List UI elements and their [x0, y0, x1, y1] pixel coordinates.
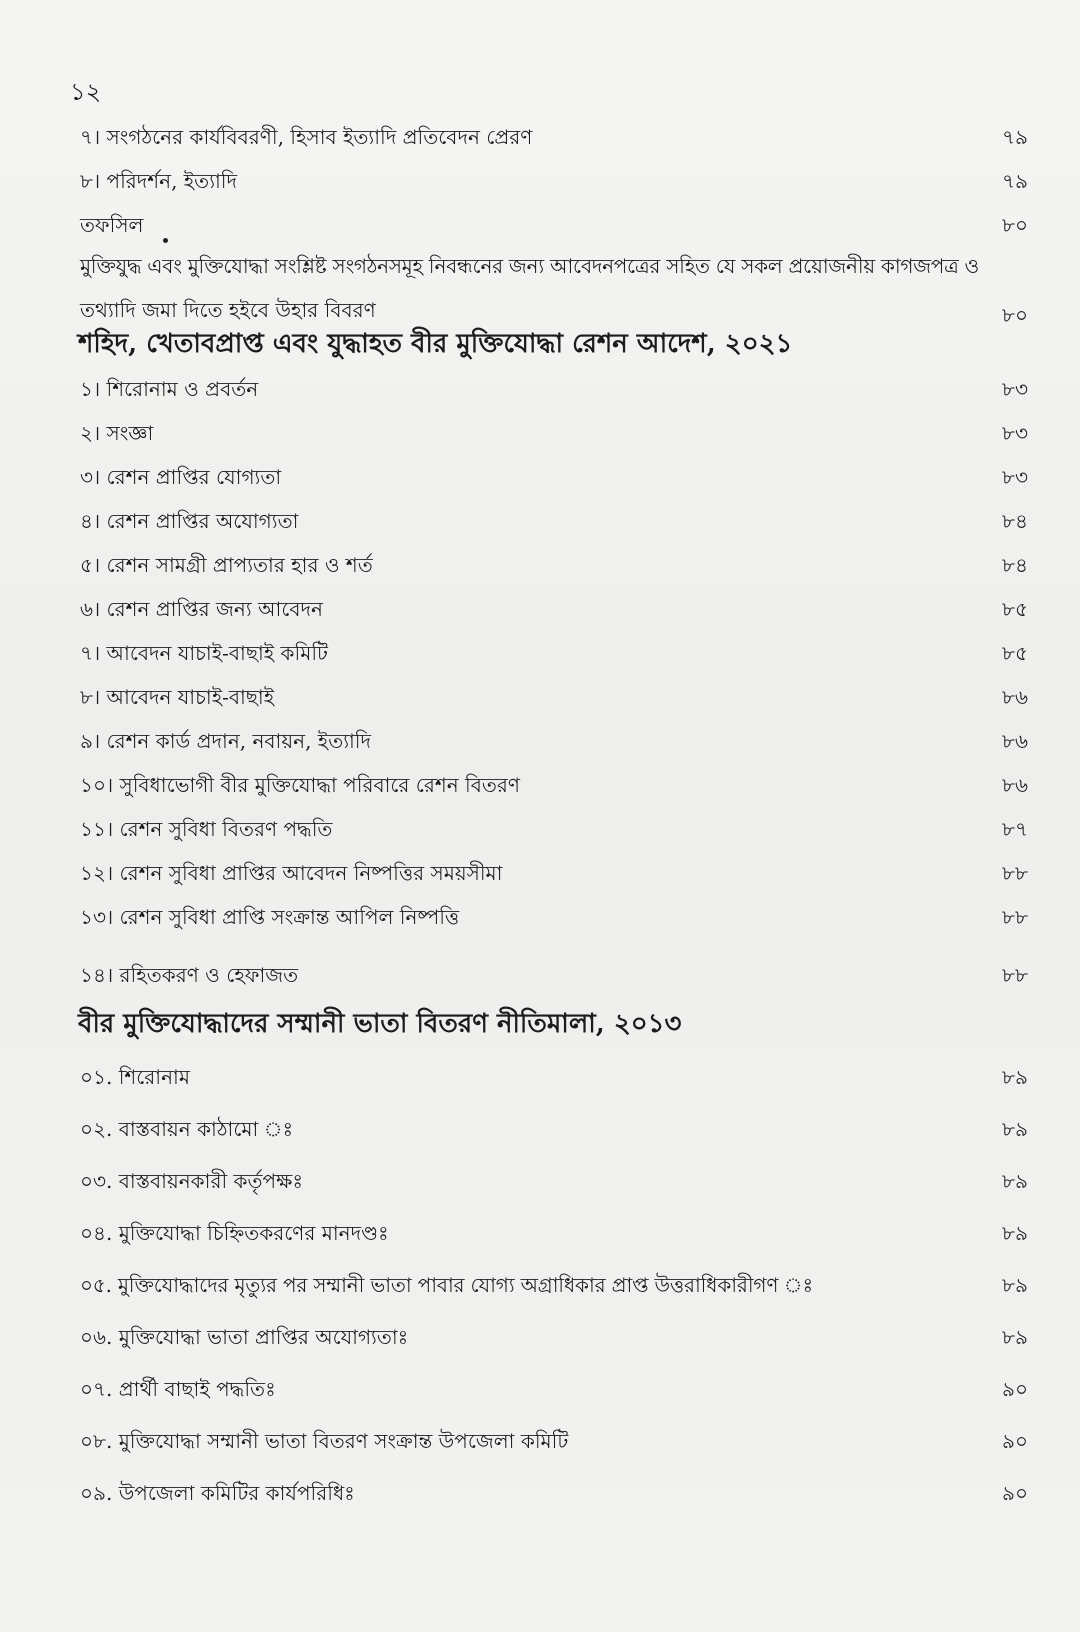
- toc-entry: [80, 1268, 1028, 1302]
- toc-entry-page: ৮৪: [1002, 509, 1028, 533]
- toc-entry-page: ৮৩: [1002, 421, 1028, 445]
- page-number: ১২: [70, 78, 102, 106]
- toc-entry-label: ৯। রেশন কার্ড প্রদান, নবায়ন, ইত্যাদি: [80, 729, 372, 753]
- toc-paragraph-line: মুক্তিযুদ্ধ এবং মুক্তিযোদ্ধা সংশ্লিষ্ট সংগঠনসমূহ নিবন্ধনের জন্য আবেদনপত্রের সহিত যে সকল প্রয়োজনীয় কাগজপত্র ও: [80, 254, 979, 278]
- toc-entry-label: ১০। সুবিধাভোগী বীর মুক্তিযোদ্ধা পরিবারে রেশন বিতরণ: [80, 773, 520, 797]
- toc-entry: [80, 958, 1028, 992]
- toc-entry: [80, 1476, 1028, 1510]
- toc-entry-page: ৭৯: [1002, 169, 1028, 193]
- toc-entry: [80, 1372, 1028, 1406]
- toc-entry-page: ৮৮: [1002, 905, 1028, 929]
- toc-entry-label: ০৩. বাস্তবায়নকারী কর্তৃপক্ষঃ: [80, 1169, 304, 1193]
- toc-entry: [80, 1112, 1028, 1146]
- toc-entry-label: ৬। রেশন প্রাপ্তির জন্য আবেদন: [80, 597, 323, 621]
- toc-entry-label: ১১। রেশন সুবিধা বিতরণ পদ্ধতি: [80, 817, 333, 841]
- toc-entry-label: ০৮. মুক্তিযোদ্ধা সম্মানী ভাতা বিতরণ সংক্রান্ত উপজেলা কমিটি: [80, 1429, 569, 1453]
- toc-entry-page: ৮৯: [1002, 1221, 1028, 1245]
- toc-entry-label: তফসিল: [80, 213, 144, 237]
- toc-entry-page: ৮৮: [1002, 963, 1028, 987]
- toc-entry-label: ১৩। রেশন সুবিধা প্রাপ্তি সংক্রান্ত আপিল নিষ্পত্তি: [80, 905, 460, 929]
- toc-entry-page: ৮৬: [1002, 773, 1028, 797]
- toc-entry: [80, 164, 1028, 198]
- toc-entry-label: ১৪। রহিতকরণ ও হেফাজত: [80, 963, 299, 987]
- toc-entry: [80, 548, 1028, 582]
- toc-entry: [80, 1424, 1028, 1458]
- ink-dot: [163, 238, 168, 243]
- toc-entry-page: ৮৬: [1002, 685, 1028, 709]
- toc-entry-label: ৭। সংগঠনের কার্যবিবরণী, হিসাব ইত্যাদি প্রতিবেদন প্রেরণ: [80, 125, 533, 149]
- toc-entry: [80, 1216, 1028, 1250]
- toc-entry-page: ৮৫: [1002, 597, 1028, 621]
- toc-entry: [80, 768, 1028, 802]
- toc-entry: [80, 208, 1028, 242]
- toc-entry-page: ৭৯: [1002, 125, 1028, 149]
- toc-entry-label: ২। সংজ্ঞা: [80, 421, 154, 445]
- toc-entry-page: ৮৩: [1002, 377, 1028, 401]
- toc-entry: [80, 636, 1028, 670]
- toc-entry-label: ০৪. মুক্তিযোদ্ধা চিহ্নিতকরণের মানদণ্ডঃ: [80, 1221, 389, 1245]
- toc-entry-label: ০৯. উপজেলা কমিটির কার্যপরিধিঃ: [80, 1481, 355, 1505]
- toc-entry-page: ৮০: [1002, 213, 1028, 237]
- toc-entry-label: ০৫. মুক্তিযোদ্ধাদের মৃত্যুর পর সম্মানী ভাতা পাবার যোগ্য অগ্রাধিকার প্রাপ্ত উত্তরাধিকারীগণ ঃ: [80, 1273, 813, 1297]
- toc-entry-label: ৭। আবেদন যাচাই-বাছাই কমিটি: [80, 641, 328, 665]
- toc-entry: [80, 680, 1028, 714]
- toc-entry-page: ৮৯: [1002, 1065, 1028, 1089]
- toc-entry: [80, 372, 1028, 406]
- toc-entry: [80, 120, 1028, 154]
- toc-entry-page: ৯০: [1002, 1377, 1028, 1401]
- toc-entry-page: ৮৭: [1002, 817, 1028, 841]
- toc-entry: [80, 900, 1028, 934]
- toc-entry-page: ৮৫: [1002, 641, 1028, 665]
- toc-paragraph-line: তথ্যাদি জমা দিতে হইবে উহার বিবরণ: [80, 298, 376, 322]
- toc-entry: [80, 1164, 1028, 1198]
- toc-entry-label: ০৭. প্রার্থী বাছাই পদ্ধতিঃ: [80, 1377, 276, 1401]
- toc-entry-label: ৮। পরিদর্শন, ইত্যাদি: [80, 169, 238, 193]
- toc-entry-label: ০২. বাস্তবায়ন কাঠামো ঃ: [80, 1117, 294, 1141]
- toc-entry-page: ৮০: [1002, 303, 1028, 327]
- toc-entry: [80, 1060, 1028, 1094]
- toc-entry: [80, 856, 1028, 890]
- toc-entry-page: ৮৯: [1002, 1325, 1028, 1349]
- toc-entry-label: ০৬. মুক্তিযোদ্ধা ভাতা প্রাপ্তির অযোগ্যতাঃ: [80, 1325, 409, 1349]
- toc-entry: [80, 812, 1028, 846]
- toc-entry-label: ৫। রেশন সামগ্রী প্রাপ্যতার হার ও শর্ত: [80, 553, 373, 577]
- toc-entry-page: ৯০: [1002, 1429, 1028, 1453]
- toc-entry-label: ৩। রেশন প্রাপ্তির যোগ্যতা: [80, 465, 282, 489]
- section-heading: শহিদ, খেতাবপ্রাপ্ত এবং যুদ্ধাহত বীর মুক্তিযোদ্ধা রেশন আদেশ, ২০২১: [78, 329, 793, 359]
- toc-entry-page: ৮৬: [1002, 729, 1028, 753]
- toc-entry: [80, 460, 1028, 494]
- toc-entry-label: ১। শিরোনাম ও প্রবর্তন: [80, 377, 259, 401]
- toc-entry: [80, 504, 1028, 538]
- toc-entry-label: ৮। আবেদন যাচাই-বাছাই: [80, 685, 275, 709]
- toc-entry: [80, 592, 1028, 626]
- toc-entry-page: ৮৩: [1002, 465, 1028, 489]
- toc-entry-page: ৮৮: [1002, 861, 1028, 885]
- section-heading: বীর মুক্তিযোদ্ধাদের সম্মানী ভাতা বিতরণ নীতিমালা, ২০১৩: [78, 1009, 682, 1039]
- toc-entry-label: ০১. শিরোনাম: [80, 1065, 190, 1089]
- toc-entry-page: ৮৯: [1002, 1169, 1028, 1193]
- toc-entry: [80, 416, 1028, 450]
- toc-entry-page: ৮৯: [1002, 1273, 1028, 1297]
- toc-entry-page: ৯০: [1002, 1481, 1028, 1505]
- toc-entry-label: ৪। রেশন প্রাপ্তির অযোগ্যতা: [80, 509, 299, 533]
- toc-entry: [80, 724, 1028, 758]
- toc-entry: [80, 1320, 1028, 1354]
- toc-entry-page: ৮৪: [1002, 553, 1028, 577]
- toc-paragraph-entry: [80, 244, 1028, 332]
- toc-entry-label: ১২। রেশন সুবিধা প্রাপ্তির আবেদন নিষ্পত্তির সময়সীমা: [80, 861, 503, 885]
- toc-entry-page: ৮৯: [1002, 1117, 1028, 1141]
